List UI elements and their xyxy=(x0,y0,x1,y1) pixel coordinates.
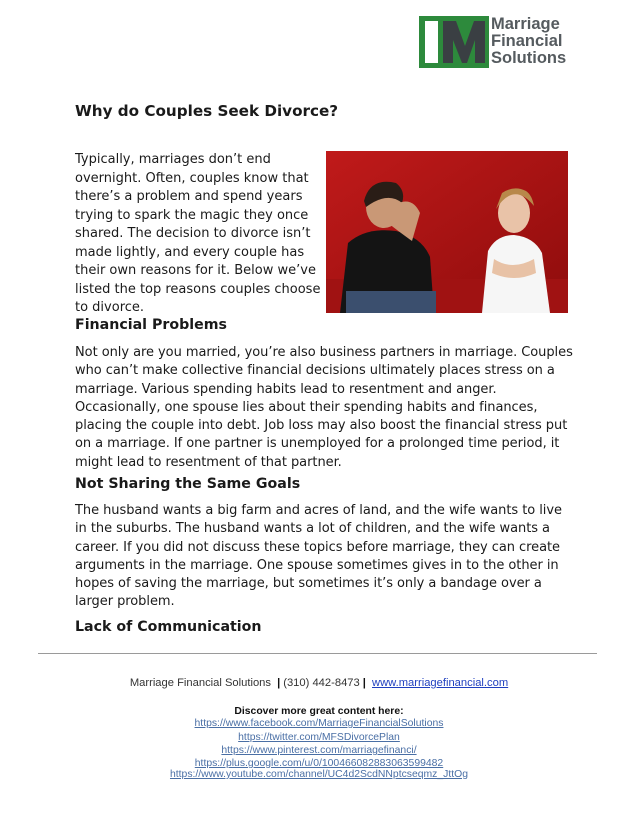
footer-discover-text: Discover more great content here: xyxy=(234,706,404,717)
youtube-link[interactable]: https://www.youtube.com/channel/UC4d2ScdNNptcseqmz_JttOg xyxy=(169,769,468,780)
footer-contact xyxy=(0,677,638,689)
intro-paragraph: Typically, marriages don’t end overnight. Often, couples know that there’s a problem and spend years trying to spark the magic they once shared. The decision to divorce isn’t made lightly, and every couple has their own reasons for it. Below we’ve listed the top reasons couples choose to divorce. xyxy=(75,152,321,315)
footer-separator-2: | xyxy=(362,677,366,689)
twitter-link[interactable]: https://twitter.com/MFSDivorcePlan xyxy=(238,732,400,743)
footer-company: Marriage Financial Solutions xyxy=(129,677,271,689)
footer-divider xyxy=(38,653,597,654)
footer-phone: (310) 442-8473 xyxy=(283,677,360,689)
pinterest-link[interactable]: https://www.pinterest.com/marriagefinanci/ xyxy=(221,745,417,756)
section-heading-communication: Lack of Communication xyxy=(75,619,262,635)
section-heading-financial-problems: Financial Problems xyxy=(75,317,227,333)
footer-website-link[interactable]: www.marriagefinancial.com xyxy=(372,677,509,689)
google-plus-link[interactable]: https://plus.google.com/u/0/100466082883063599482 xyxy=(194,758,444,769)
footer-separator: | xyxy=(277,677,281,689)
logo-line-1: Marriage xyxy=(491,15,560,33)
logo-mark-icon xyxy=(419,16,489,68)
section-body-financial-problems: Not only are you married, you’re also business partners in marriage. Couples who can’t make collective financial decisions ultimately places stress on a marriage. Various spending habits lead to resentment and anger. Occasionally, one spouse lies about their spending habits and finances, placing the couple into debt. Job loss may also boost the financial stress put on a marriage. If one partner is unemployed for a prolonged time period, it might lead to resentment of that partner. xyxy=(75,345,573,470)
facebook-link[interactable]: https://www.facebook.com/MarriageFinancialSolutions xyxy=(194,718,444,729)
couple-photo xyxy=(326,151,568,313)
section-heading-shared-goals: Not Sharing the Same Goals xyxy=(75,476,301,492)
company-logo xyxy=(419,16,587,70)
logo-wordmark xyxy=(491,16,566,67)
article-title: Why do Couples Seek Divorce? xyxy=(75,102,339,120)
section-body-shared-goals: The husband wants a big farm and acres of land, and the wife wants to live in the suburbs. The husband wants a lot of children, and the wife wants a career. If you did not discuss these topics before marriage, they can create arguments in the marriage. One spouse sometimes gives in to the other in hopes of saving the marriage, but sometimes it’s only a bandage over a larger problem. xyxy=(75,503,562,610)
logo-line-3: Solutions xyxy=(491,49,567,67)
logo-line-2: Financial xyxy=(491,32,563,50)
